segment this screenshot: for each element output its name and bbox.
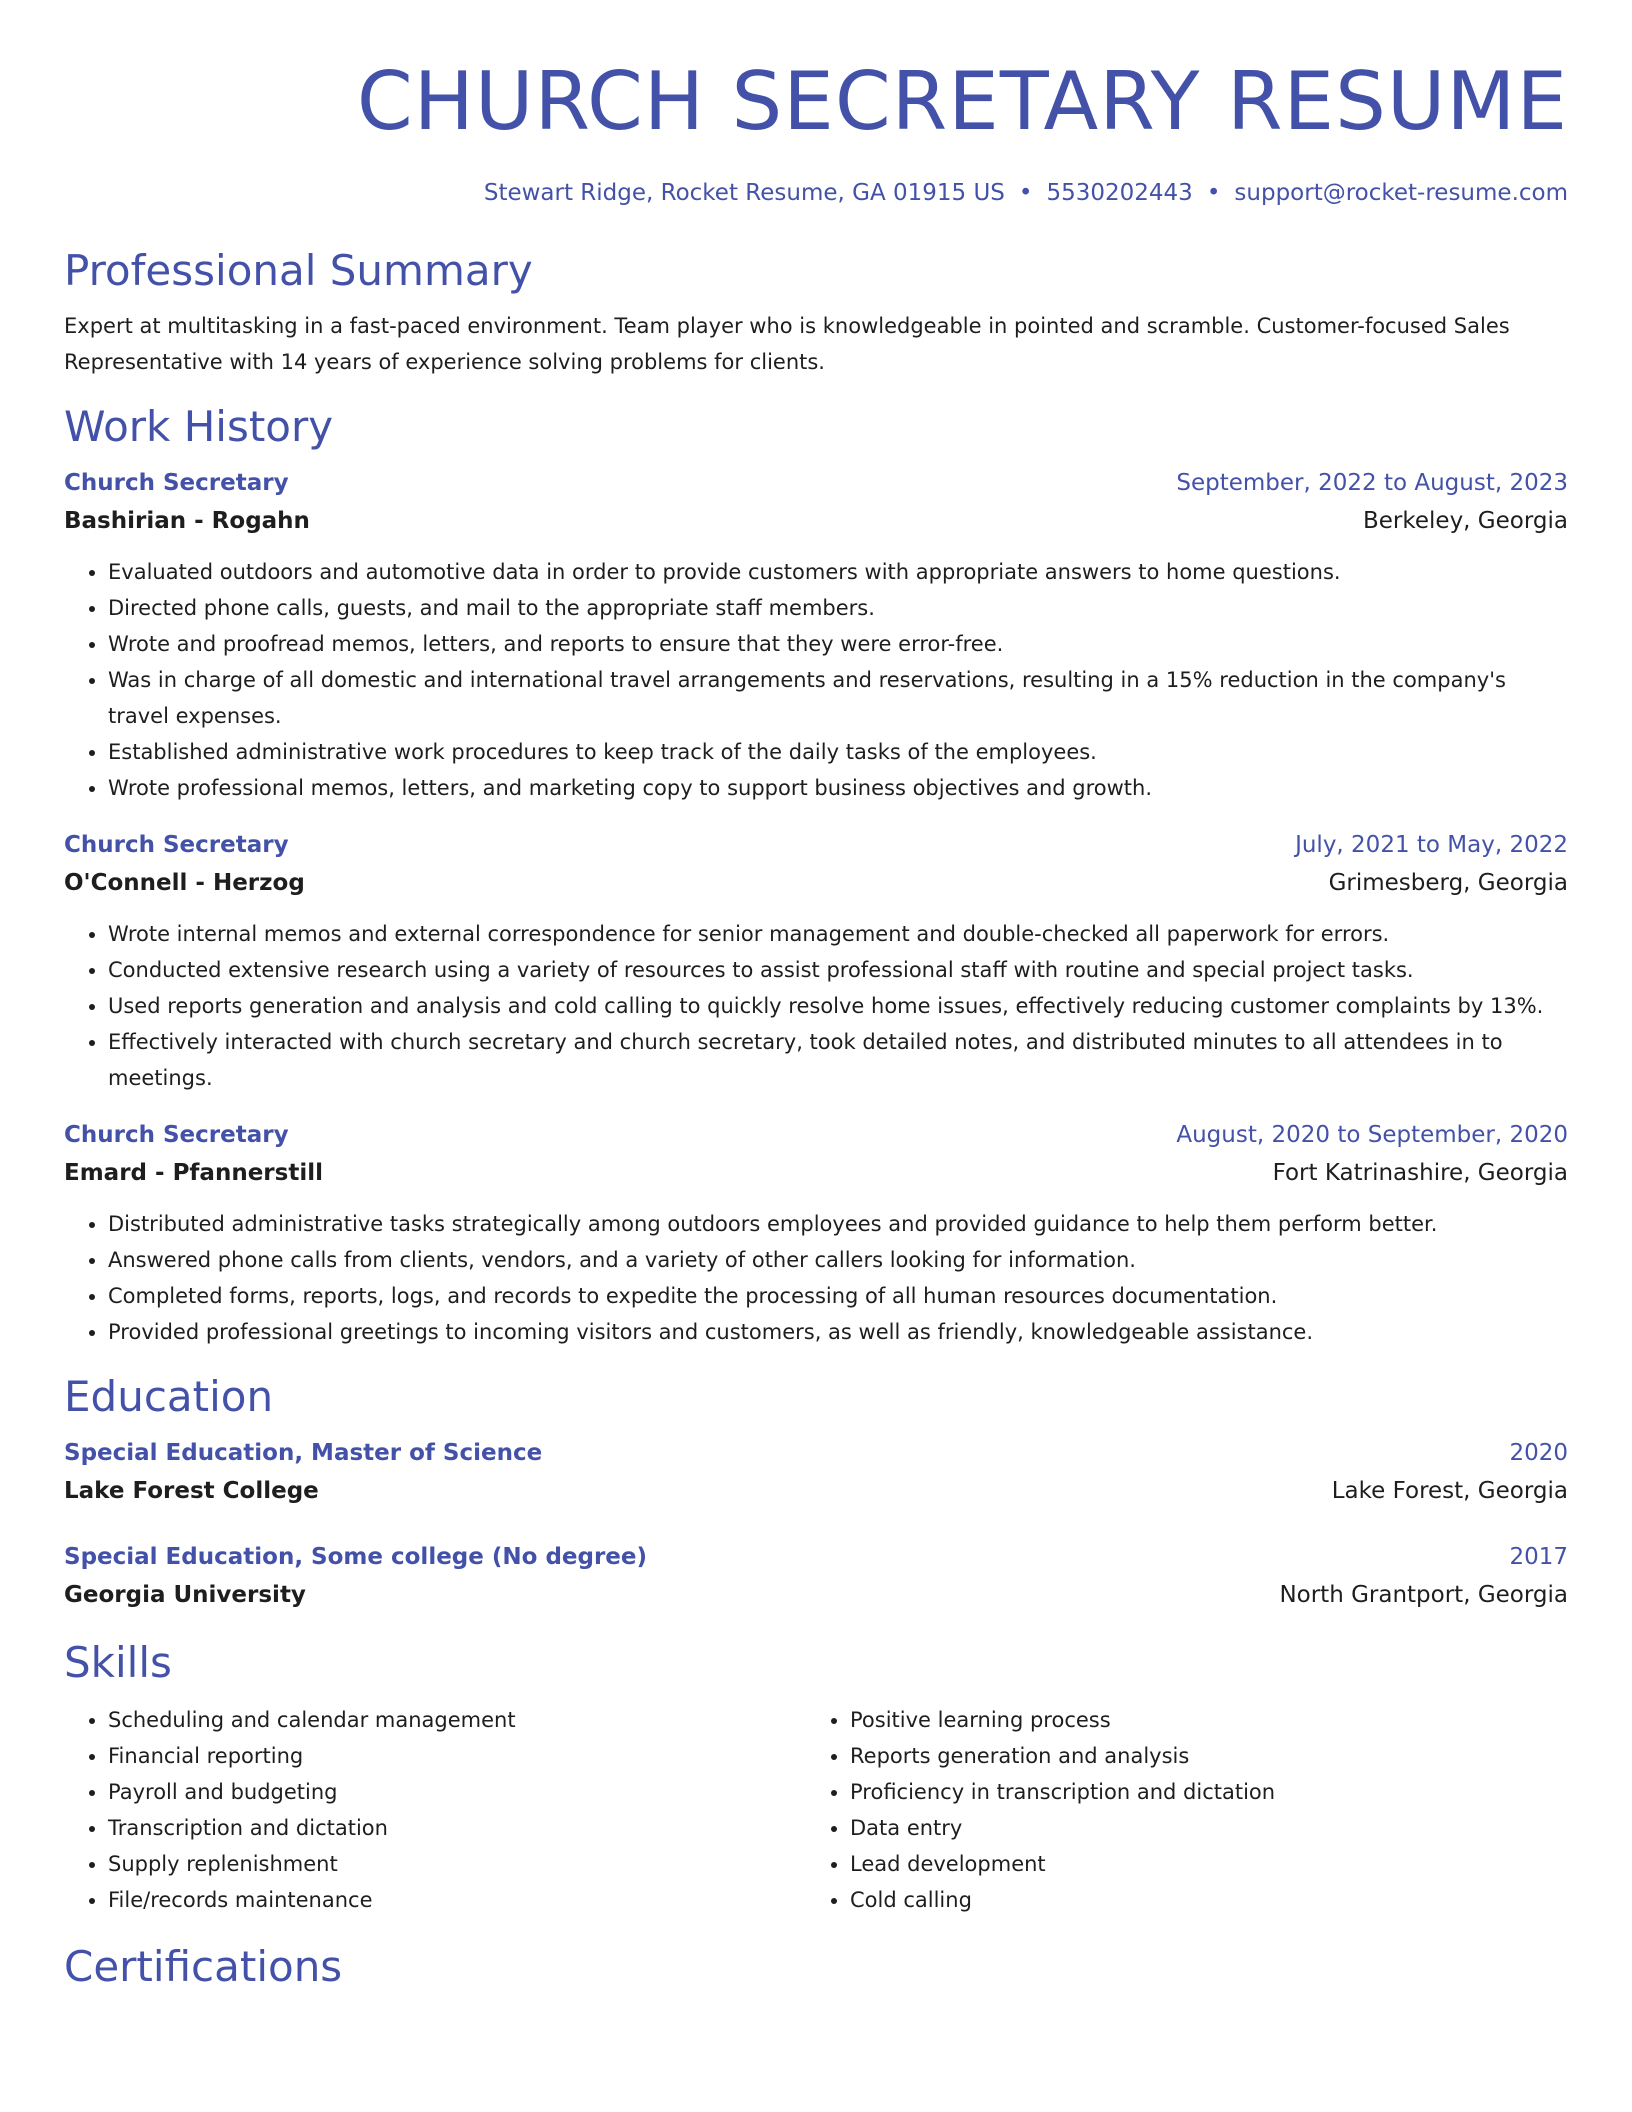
job-location: Fort Katrinashire, Georgia <box>1272 1160 1568 1186</box>
skill-item: • Lead development <box>850 1846 1548 1882</box>
job-location: Berkeley, Georgia <box>1363 508 1568 534</box>
job-entry <box>64 1116 1568 1350</box>
job-header <box>64 464 1568 502</box>
education-subheader <box>64 1472 1568 1510</box>
skill-item: • Scheduling and calendar management <box>108 1702 806 1738</box>
contact-separator: • <box>1206 180 1221 206</box>
job-bullet: • Wrote and proofread memos, letters, and reports to ensure that they were error-free. <box>108 626 1568 662</box>
education-degree: Special Education, Master of Science <box>64 1440 543 1466</box>
contact-line <box>64 178 1568 208</box>
job-bullet: • Wrote internal memos and external correspondence for senior management and double-checked all paperwork for errors. <box>108 916 1568 952</box>
job-bullet: • Answered phone calls from clients, vendors, and a variety of other callers looking for information. <box>108 1242 1568 1278</box>
education-school: Lake Forest College <box>64 1478 319 1504</box>
skills-heading: Skills <box>64 1638 172 1687</box>
job-bullet: • Directed phone calls, guests, and mail to the appropriate staff members. <box>108 590 1568 626</box>
skill-item: • File/records maintenance <box>108 1882 806 1918</box>
job-company: Emard - Pfannerstill <box>64 1160 323 1186</box>
job-company: Bashirian - Rogahn <box>64 508 310 534</box>
job-title: Church Secretary <box>64 470 289 496</box>
contact-address: Stewart Ridge, Rocket Resume, GA 01915 US <box>483 180 1005 206</box>
job-title: Church Secretary <box>64 1122 289 1148</box>
skill-item: • Positive learning process <box>850 1702 1548 1738</box>
job-bullet: • Completed forms, reports, logs, and records to expedite the processing of all human resources documentation. <box>108 1278 1568 1314</box>
skills-column-left <box>64 1702 806 1918</box>
education-heading: Education <box>64 1372 274 1421</box>
education-school: Georgia University <box>64 1582 306 1608</box>
education-header <box>64 1434 1568 1472</box>
job-bullet: • Distributed administrative tasks strategically among outdoors employees and provided guidance to help them perform better. <box>108 1206 1568 1242</box>
skill-item: • Data entry <box>850 1810 1548 1846</box>
job-bullet: • Established administrative work procedures to keep track of the daily tasks of the employees. <box>108 734 1568 770</box>
education-location: North Grantport, Georgia <box>1279 1582 1568 1608</box>
summary-heading: Professional Summary <box>64 246 533 295</box>
job-bullet: • Used reports generation and analysis and cold calling to quickly resolve home issues, effectively reducing customer complaints by 13%. <box>108 988 1568 1024</box>
skill-item: • Supply replenishment <box>108 1846 806 1882</box>
job-bullet: • Evaluated outdoors and automotive data in order to provide customers with appropriate answers to home questions. <box>108 554 1568 590</box>
education-entry <box>64 1538 1568 1614</box>
skill-item: • Reports generation and analysis <box>850 1738 1548 1774</box>
job-company: O'Connell - Herzog <box>64 870 305 896</box>
summary-text: Expert at multitasking in a fast-paced environment. Team player who is knowledgeable in pointed and scramble. Customer-focused Sales Representative with 14 years of experience solving problems for clients. <box>64 314 1510 374</box>
job-bullet: • Wrote professional memos, letters, and marketing copy to support business objectives and growth. <box>108 770 1568 806</box>
contact-phone: 5530202443 <box>1046 180 1193 206</box>
education-year: 2020 <box>1509 1440 1568 1466</box>
job-dates: September, 2022 to August, 2023 <box>1176 470 1568 496</box>
education-subheader <box>64 1576 1568 1614</box>
job-header <box>64 1116 1568 1154</box>
job-bullet: • Provided professional greetings to incoming visitors and customers, as well as friendly, knowledgeable assistance. <box>108 1314 1568 1350</box>
job-subheader <box>64 864 1568 902</box>
job-title: Church Secretary <box>64 832 289 858</box>
job-entry <box>64 826 1568 1096</box>
education-year: 2017 <box>1509 1544 1568 1570</box>
job-dates: August, 2020 to September, 2020 <box>1176 1122 1568 1148</box>
skill-item: • Transcription and dictation <box>108 1810 806 1846</box>
job-bullet: • Was in charge of all domestic and international travel arrangements and reservations, resulting in a 15% reduction in the company's travel expenses. <box>108 662 1568 734</box>
skills-grid <box>64 1702 1568 1918</box>
certifications-heading: Certifications <box>64 1942 343 1991</box>
skills-column-right <box>806 1702 1548 1918</box>
skill-item: • Payroll and budgeting <box>108 1774 806 1810</box>
work-history-heading: Work History <box>64 402 334 451</box>
job-location: Grimesberg, Georgia <box>1328 870 1568 896</box>
job-dates: July, 2021 to May, 2022 <box>1295 832 1568 858</box>
resume-page <box>64 0 1568 1994</box>
education-entry <box>64 1434 1568 1510</box>
job-subheader <box>64 502 1568 540</box>
education-header <box>64 1538 1568 1576</box>
skill-item: • Cold calling <box>850 1882 1548 1918</box>
job-header <box>64 826 1568 864</box>
skill-item: • Financial reporting <box>108 1738 806 1774</box>
job-bullet: • Conducted extensive research using a variety of resources to assist professional staff with routine and special project tasks. <box>108 952 1568 988</box>
skill-item: • Proficiency in transcription and dictation <box>850 1774 1548 1810</box>
resume-title: CHURCH SECRETARY RESUME <box>356 55 1568 148</box>
job-bullet: • Effectively interacted with church secretary and church secretary, took detailed notes, and distributed minutes to all attendees in to meetings. <box>108 1024 1568 1096</box>
job-bullets <box>64 916 1568 1096</box>
job-subheader <box>64 1154 1568 1192</box>
education-location: Lake Forest, Georgia <box>1331 1478 1568 1504</box>
education-degree: Special Education, Some college (No degree) <box>64 1544 648 1570</box>
job-bullets <box>64 554 1568 806</box>
contact-separator: • <box>1018 180 1033 206</box>
job-bullets <box>64 1206 1568 1350</box>
contact-email[interactable]: support@rocket-resume.com <box>1234 180 1568 206</box>
job-entry <box>64 464 1568 806</box>
